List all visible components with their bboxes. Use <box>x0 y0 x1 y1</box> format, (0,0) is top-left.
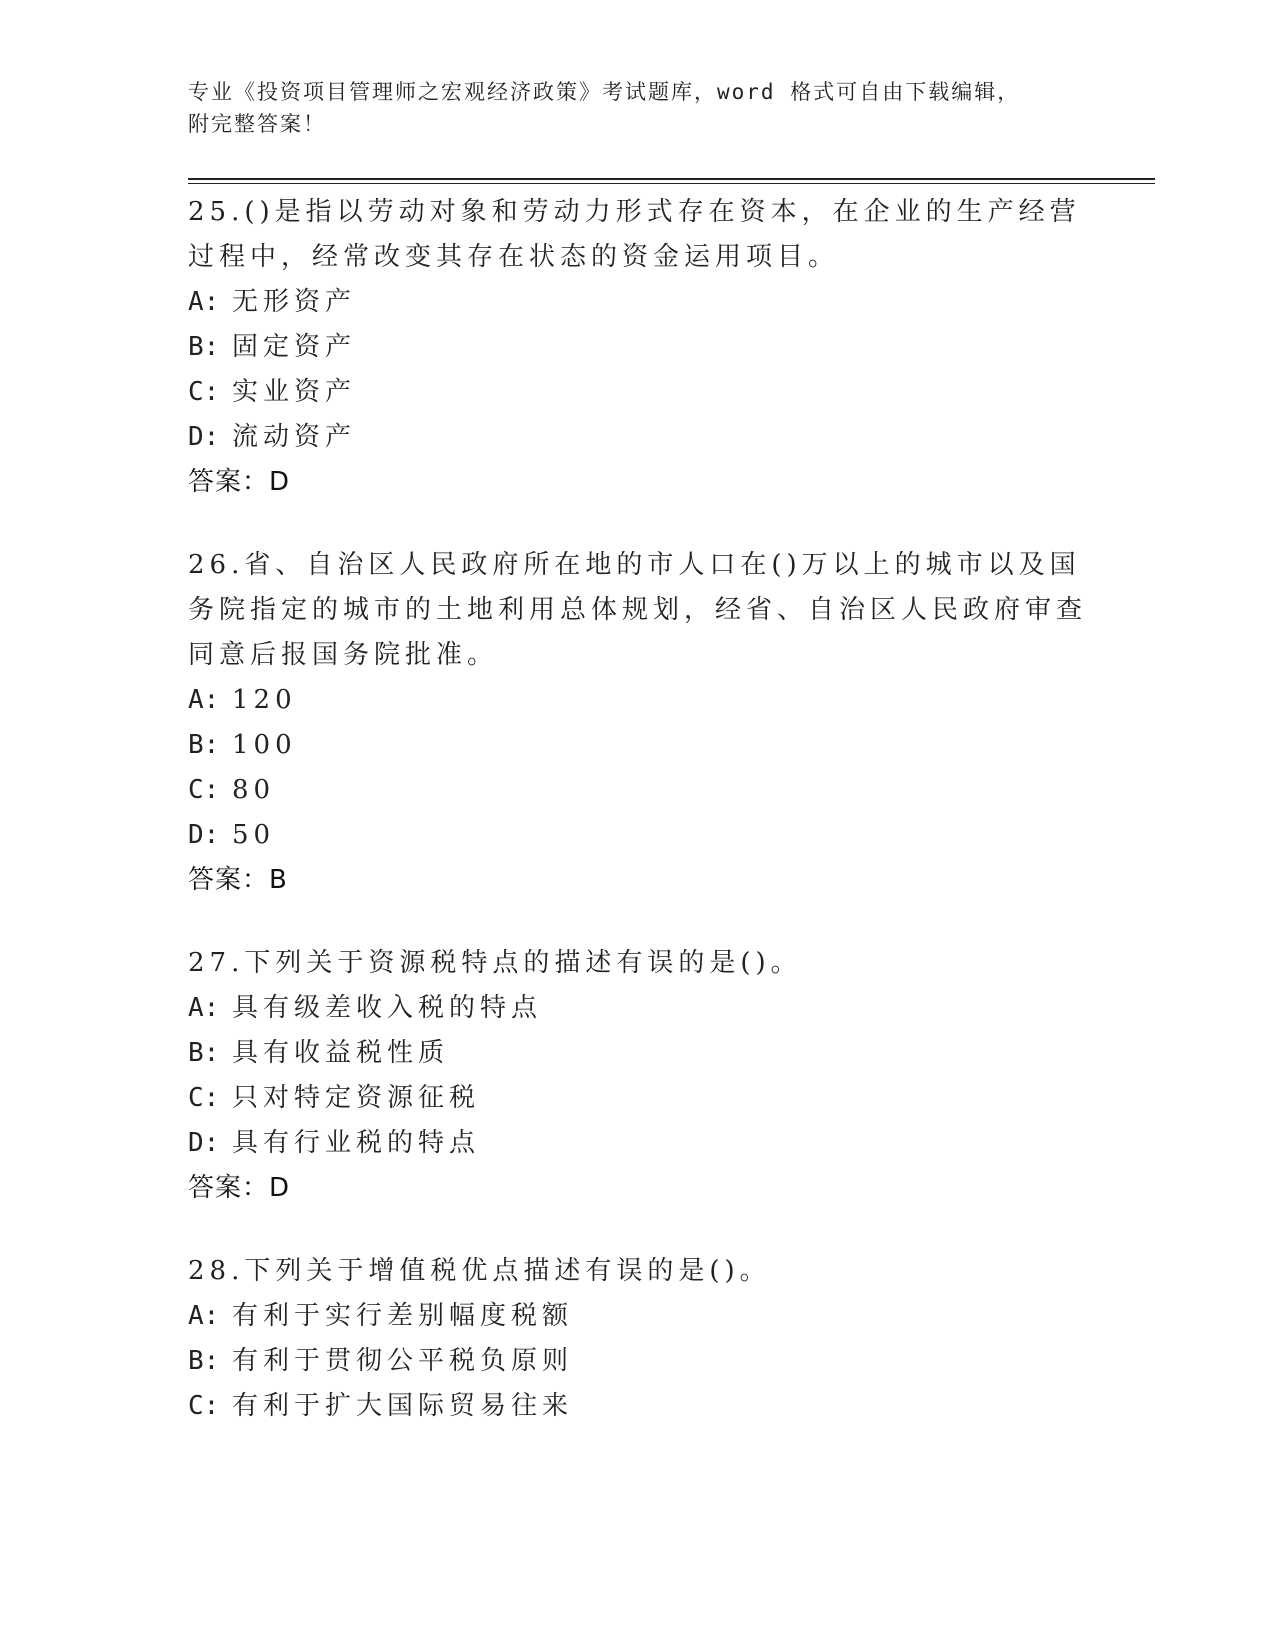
option-text: 固定资产 <box>232 332 357 362</box>
question-stem: 28.下列关于增值税优点描述有误的是()。 <box>188 1256 771 1286</box>
header-line-2: 附完整答案！ <box>188 112 326 136</box>
option-c <box>188 370 1088 415</box>
option-key: C: <box>188 1083 220 1113</box>
option-d <box>188 813 1088 858</box>
option-key: B: <box>188 332 220 362</box>
option-a <box>188 1294 1088 1339</box>
option-key: D: <box>188 820 220 850</box>
option-text: 流动资产 <box>232 422 357 452</box>
option-key: D: <box>188 1128 220 1158</box>
option-b <box>188 325 1088 370</box>
option-text: 有利于实行差别幅度税额 <box>232 1301 574 1331</box>
option-text: 无形资产 <box>232 287 357 317</box>
document-header <box>188 76 1088 140</box>
option-a <box>188 986 1088 1031</box>
option-c <box>188 1076 1088 1121</box>
header-line-1: 专业《投资项目管理师之宏观经济政策》考试题库，word 格式可自由下载编辑， <box>188 80 1021 104</box>
option-text: 50 <box>232 820 276 850</box>
answer-line: 答案：D <box>188 467 291 497</box>
option-key: A: <box>188 287 220 317</box>
option-c <box>188 768 1088 813</box>
option-key: B: <box>188 1038 220 1068</box>
question-25 <box>188 190 1088 505</box>
option-key: B: <box>188 730 220 760</box>
option-text: 具有行业税的特点 <box>232 1128 481 1158</box>
option-a <box>188 678 1088 723</box>
option-key: A: <box>188 685 220 715</box>
option-a <box>188 280 1088 325</box>
option-text: 有利于贯彻公平税负原则 <box>232 1346 574 1376</box>
option-text: 具有收益税性质 <box>232 1038 450 1068</box>
question-28 <box>188 1249 1088 1429</box>
option-text: 100 <box>232 730 297 760</box>
option-key: C: <box>188 377 220 407</box>
option-text: 实业资产 <box>232 377 357 407</box>
question-stem: 26.省、自治区人民政府所在地的市人口在()万以上的城市以及国务院指定的城市的土地利用总体规划，经省、自治区人民政府审查同意后报国务院批准。 <box>188 550 1088 670</box>
option-text: 具有级差收入税的特点 <box>232 993 543 1023</box>
option-key: C: <box>188 1391 220 1421</box>
option-key: D: <box>188 422 220 452</box>
question-26 <box>188 543 1088 903</box>
question-stem: 27.下列关于资源税特点的描述有误的是()。 <box>188 948 802 978</box>
option-text: 120 <box>232 685 297 715</box>
option-text: 有利于扩大国际贸易往来 <box>232 1391 574 1421</box>
question-list <box>188 190 1088 1467</box>
option-b <box>188 1031 1088 1076</box>
option-d <box>188 415 1088 460</box>
option-key: A: <box>188 993 220 1023</box>
option-key: C: <box>188 775 220 805</box>
option-b <box>188 1339 1088 1384</box>
option-d <box>188 1121 1088 1166</box>
option-text: 80 <box>232 775 276 805</box>
option-key: A: <box>188 1301 220 1331</box>
option-key: B: <box>188 1346 220 1376</box>
answer-line: 答案：D <box>188 1173 291 1203</box>
header-divider-thick <box>188 178 1155 180</box>
answer-line: 答案：B <box>188 865 288 895</box>
question-stem: 25.()是指以劳动对象和劳动力形式存在资本，在企业的生产经营过程中，经常改变其存在状态的资金运用项目。 <box>188 197 1081 272</box>
header-divider-thin <box>188 183 1155 184</box>
question-27 <box>188 941 1088 1211</box>
option-text: 只对特定资源征税 <box>232 1083 481 1113</box>
option-b <box>188 723 1088 768</box>
option-c <box>188 1384 1088 1429</box>
